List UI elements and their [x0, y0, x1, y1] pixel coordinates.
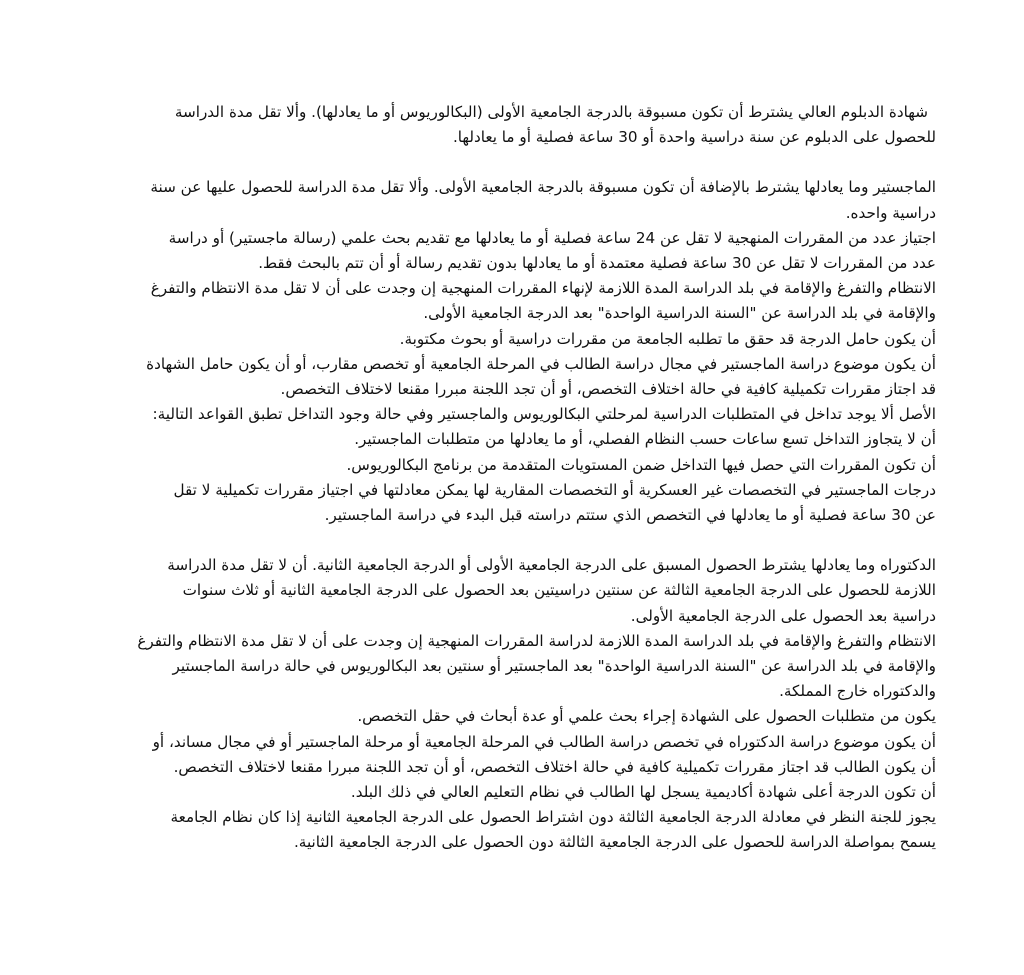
paragraph-line: أن لا يتجاوز التداخل تسع ساعات حسب النظام الفصلي، أو ما يعادلها من متطلبات الماجستير. [354, 430, 936, 449]
paragraph-line: الأصل ألا يوجد تداخل في المتطلبات الدراسية لمرحلتي البكالوريوس والماجستير وفي حالة وجود التداخل تطبق القواعد التالية: [152, 405, 936, 424]
paragraph-line: والدكتوراه خارج المملكة. [779, 682, 936, 701]
paragraph-line: عدد من المقررات لا تقل عن 30 ساعة فصلية معتمدة أو ما يعادلها بدون تقديم رسالة أو أن تتم بالبحث فقط. [258, 254, 936, 273]
paragraph-line: الدكتوراه وما يعادلها يشترط الحصول المسبق على الدرجة الجامعية الأولى أو الدرجة الجامعية الثانية. أن لا تقل مدة الدراسة [167, 556, 936, 575]
document-page [78, 100, 936, 856]
paragraph-line: دراسية بعد الحصول على الدرجة الجامعية الأولى. [630, 606, 936, 625]
paragraph-line: الانتظام والتفرغ والإقامة في بلد الدراسة المدة اللازمة لإنهاء المقررات المنهجية إن وجدت على أن لا تقل مدة الانتظام والتفرغ [150, 279, 936, 298]
paragraph-line: الانتظام والتفرغ والإقامة في بلد الدراسة المدة اللازمة لدراسة المقررات المنهجية إن وجدت على أن لا تقل مدة الانتظام والتفرغ [137, 631, 936, 650]
paragraph-line: أن يكون موضوع دراسة الماجستير في مجال دراسة الطالب في المرحلة الجامعية أو تخصص مقارب، أو أن يكون حامل الشهادة [146, 354, 936, 373]
paragraph-line: يجوز للجنة النظر في معادلة الدرجة الجامعية الثالثة دون اشتراط الحصول على الدرجة الجامعية الثانية إذا كان نظام الجامعة [170, 808, 936, 827]
paragraph-line: عن 30 ساعة فصلية أو ما يعادلها في التخصص الذي ستتم دراسته قبل البدء في دراسة الماجستير. [324, 506, 936, 525]
paragraph-line: يسمح بمواصلة الدراسة للحصول على الدرجة الجامعية الثالثة دون الحصول على الدرجة الجامعية الثانية. [293, 833, 936, 852]
paragraph-line: أن تكون المقررات التي حصل فيها التداخل ضمن المستويات المتقدمة من برنامج البكالوريوس. [346, 455, 936, 474]
paragraph-line: دراسية واحده. [845, 203, 936, 222]
paragraph-line: والإقامة في بلد الدراسة عن "السنة الدراسية الواحدة" بعد الدرجة الجامعية الأولى. [423, 304, 936, 323]
paragraph-line: للحصول على الدبلوم عن سنة دراسية واحدة أو 30 ساعة فصلية أو ما يعادلها. [452, 128, 936, 147]
paragraph-line: قد اجتاز مقررات تكميلية كافية في حالة اختلاف التخصص، أو أن تجد اللجنة مبررا مقنعا لاختلاف التخصص. [280, 380, 936, 399]
paragraph-line: يكون من متطلبات الحصول على الشهادة إجراء بحث علمي أو عدة أبحاث في حقل التخصص. [357, 707, 936, 726]
paragraph-line: والإقامة في بلد الدراسة عن "السنة الدراسية الواحدة" بعد الماجستير أو سنتين بعد البكالوريوس في حالة دراسة الماجستير [172, 657, 936, 676]
doctorate-section [78, 553, 936, 855]
paragraph-line: اجتياز عدد من المقررات المنهجية لا تقل عن 24 ساعة فصلية أو ما يعادلها مع تقديم بحث علمي (رسالة ماجستير) أو دراسة [168, 228, 936, 247]
section-gap [78, 528, 936, 553]
masters-section [78, 175, 936, 528]
paragraph-line: شهادة الدبلوم العالي يشترط أن تكون مسبوقة بالدرجة الجامعية الأولى (البكالوريوس أو ما يعادلها). وألا تقل مدة الدراسة [174, 103, 928, 121]
section-gap [78, 150, 936, 175]
diploma-section [78, 100, 936, 150]
paragraph-line: اللازمة للحصول على الدرجة الجامعية الثالثة عن سنتين دراسيتين بعد الحصول على الدرجة الجامعية الثانية أو ثلاث سنوات [182, 581, 936, 600]
paragraph-line: أن تكون الدرجة أعلى شهادة أكاديمية يسجل لها الطالب في نظام التعليم العالي في ذلك البلد. [350, 783, 936, 802]
paragraph-line: أن يكون حامل الدرجة قد حقق ما تطلبه الجامعة من مقررات دراسية أو بحوث مكتوبة. [399, 329, 936, 348]
paragraph-line: الماجستير وما يعادلها يشترط بالإضافة أن تكون مسبوقة بالدرجة الجامعية الأولى. وألا تقل مدة الدراسة للحصول عليها عن سنة [150, 178, 936, 197]
paragraph-line: أن يكون الطالب قد اجتاز مقررات تكميلية كافية في حالة اختلاف التخصص، أو أن تجد اللجنة مبررا مقنعا لاختلاف التخصص. [173, 757, 936, 776]
paragraph-line: أن يكون موضوع دراسة الدكتوراه في تخصص دراسة الطالب في المرحلة الجامعية أو مرحلة الماجستير أو في مجال مساند، أو [152, 732, 936, 751]
paragraph-line: درجات الماجستير في التخصصات غير العسكرية أو التخصصات المقارية لها يمكن معادلتها في اجتياز مقررات تكميلية لا تقل [173, 480, 936, 499]
